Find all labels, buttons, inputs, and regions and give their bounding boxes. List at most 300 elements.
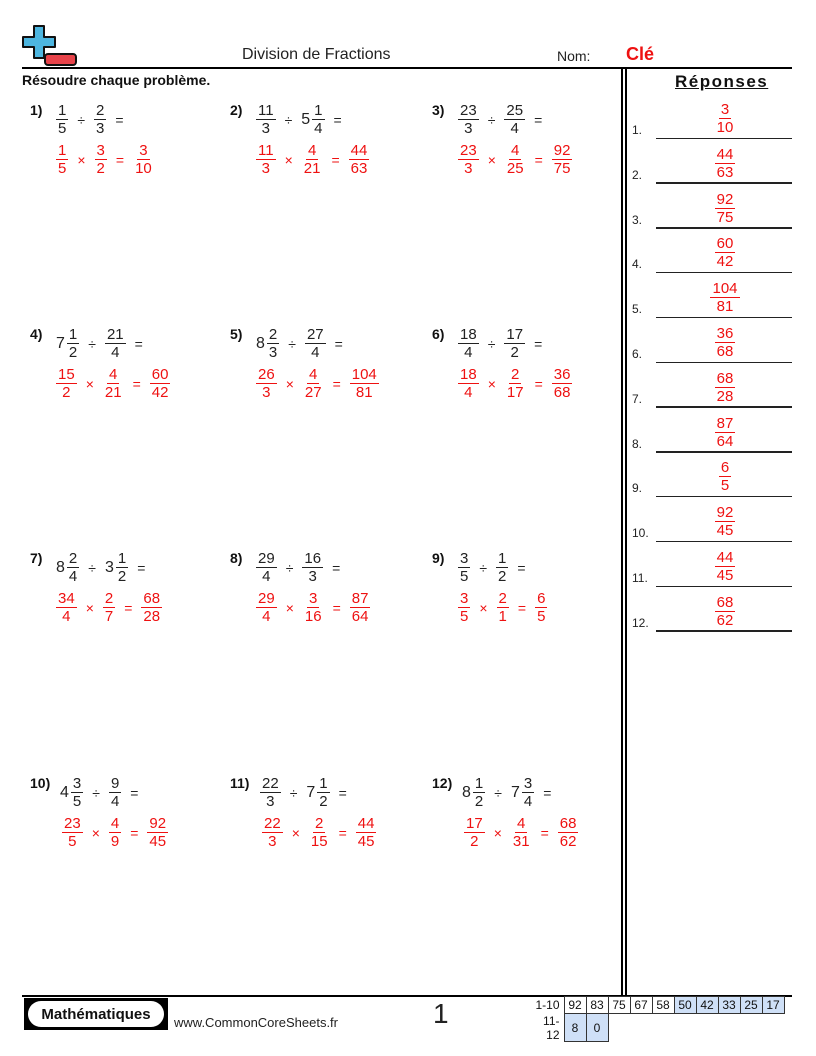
fraction-stack	[56, 142, 68, 177]
numerator: 3	[72, 775, 82, 792]
denominator: 3	[261, 120, 270, 137]
numerator: 68	[716, 593, 734, 611]
whole-number: 4	[60, 783, 69, 801]
numerator: 104	[712, 280, 738, 298]
numerator: 2	[96, 102, 105, 119]
numerator: 2	[315, 815, 324, 832]
fraction	[256, 366, 277, 401]
solution-expression	[62, 815, 168, 850]
fraction-stack	[458, 366, 479, 401]
numerator: 2	[104, 590, 114, 607]
answer-row	[632, 94, 792, 139]
divide-sign: ÷	[487, 335, 496, 352]
denominator: 2	[319, 793, 328, 810]
times-sign: ×	[77, 151, 86, 168]
denominator: 17	[506, 384, 524, 401]
fraction-stack	[458, 326, 479, 361]
fraction-stack	[719, 459, 731, 494]
answer-value	[690, 370, 760, 405]
whole-number: 8	[256, 334, 265, 352]
answer-number: 3.	[632, 212, 643, 227]
numerator: 2	[68, 550, 78, 567]
score-row	[530, 997, 784, 1014]
whole-number: 7	[56, 334, 65, 352]
fraction	[103, 366, 124, 401]
numerator: 60	[151, 366, 169, 383]
equals-sign: =	[137, 559, 146, 576]
denominator: 28	[716, 387, 734, 405]
fraction-stack	[302, 142, 323, 177]
numerator: 44	[716, 145, 734, 163]
instructions: Résoudre chaque problème.	[22, 72, 211, 88]
numerator: 23	[460, 142, 477, 159]
question-expression	[256, 326, 352, 361]
fraction	[62, 815, 83, 850]
fraction	[350, 590, 371, 625]
whole-number: 5	[301, 110, 311, 128]
divide-sign: ÷	[487, 111, 496, 128]
fraction-stack	[552, 366, 573, 401]
solution-expression	[256, 366, 379, 401]
fraction-stack	[715, 325, 736, 360]
numerator: 29	[258, 550, 275, 567]
answer-value	[690, 459, 760, 494]
problem-number: 12)	[432, 775, 453, 791]
fraction-stack	[303, 590, 324, 625]
fraction	[256, 590, 277, 625]
divide-sign: ÷	[88, 335, 96, 352]
fraction	[496, 550, 508, 585]
equals-sign: =	[534, 151, 543, 168]
fraction-stack	[109, 775, 121, 810]
solution-expression	[56, 366, 170, 401]
denominator: 3	[464, 120, 473, 137]
fraction	[558, 815, 579, 850]
fraction	[150, 366, 171, 401]
fraction-stack	[458, 142, 479, 177]
equals-sign: =	[338, 824, 347, 841]
denominator: 4	[262, 608, 271, 625]
equals-sign: =	[338, 784, 347, 801]
denominator: 62	[716, 611, 734, 629]
equals-sign: =	[333, 111, 342, 128]
score-cell: 17	[762, 997, 784, 1014]
numerator: 23	[460, 102, 477, 119]
score-cell: 83	[586, 997, 608, 1014]
denominator: 2	[96, 160, 105, 177]
fraction	[458, 102, 479, 137]
denominator: 2	[470, 833, 479, 850]
fraction	[306, 775, 329, 810]
score-cell: 50	[674, 997, 696, 1014]
denominator: 28	[143, 608, 161, 625]
answer-row	[632, 139, 792, 184]
numerator: 2	[268, 326, 278, 343]
numerator: 26	[258, 366, 275, 383]
fraction	[458, 590, 470, 625]
fraction	[309, 815, 330, 850]
fraction-stack	[350, 590, 371, 625]
answer-row	[632, 587, 792, 632]
page-number: 1	[433, 998, 449, 1029]
numerator: 29	[258, 590, 275, 607]
denominator: 63	[716, 163, 734, 181]
fraction-stack	[715, 235, 736, 270]
fraction	[350, 366, 379, 401]
fraction	[105, 326, 126, 361]
numerator: 92	[716, 504, 734, 522]
numerator: 22	[264, 815, 281, 832]
denominator: 64	[716, 432, 734, 450]
answer-number: 11.	[632, 571, 648, 585]
divide-sign: ÷	[77, 111, 86, 128]
answer-value	[690, 325, 760, 360]
denominator: 4	[464, 384, 473, 401]
answers-title: Réponses	[675, 72, 769, 91]
fraction-stack	[150, 366, 171, 401]
denominator: 5	[68, 833, 77, 850]
fraction-stack	[458, 102, 479, 137]
answer-number: 4.	[632, 257, 643, 272]
fraction-stack	[262, 815, 283, 850]
score-cell: 8	[564, 1014, 586, 1042]
question-expression	[458, 550, 535, 585]
numerator: 18	[460, 366, 477, 383]
answer-row	[632, 452, 792, 497]
fraction-stack	[497, 590, 509, 625]
numerator: 4	[110, 815, 120, 832]
denominator: 68	[716, 343, 734, 360]
numerator: 15	[58, 366, 75, 383]
numerator: 22	[262, 775, 279, 792]
denominator: 7	[104, 608, 114, 625]
fraction-stack	[95, 142, 107, 177]
equals-sign: =	[540, 824, 549, 841]
denominator: 75	[553, 160, 571, 177]
fraction	[301, 102, 324, 137]
fraction	[349, 142, 370, 177]
denominator: 5	[720, 477, 730, 495]
numerator: 18	[460, 326, 477, 343]
numerator: 16	[304, 550, 322, 567]
denominator: 3	[266, 793, 275, 810]
problem-number: 9)	[432, 550, 445, 566]
denominator: 16	[304, 608, 322, 625]
fraction	[56, 366, 77, 401]
denominator: 63	[350, 160, 368, 177]
equals-sign: =	[115, 151, 125, 168]
numerator: 36	[716, 325, 734, 342]
denominator: 45	[716, 567, 734, 584]
numerator: 27	[306, 326, 324, 343]
denominator: 4	[311, 344, 320, 361]
times-sign: ×	[493, 824, 502, 841]
site-url: www.CommonCoreSheets.fr	[174, 1015, 338, 1030]
name-label: Nom:	[557, 48, 591, 64]
fraction-stack	[56, 102, 68, 137]
fraction	[94, 102, 106, 137]
fraction-stack	[56, 366, 77, 401]
solution-expression	[458, 366, 572, 401]
problem-6	[432, 326, 632, 406]
solution-expression	[458, 590, 547, 625]
numerator: 9	[110, 775, 120, 792]
fraction	[511, 815, 532, 850]
solution-expression	[56, 590, 162, 625]
numerator: 4	[307, 142, 317, 159]
fraction-stack	[504, 326, 525, 361]
denominator: 4	[62, 608, 71, 625]
problem-8	[230, 550, 430, 630]
fraction-stack	[133, 142, 154, 177]
numerator: 25	[506, 102, 524, 119]
equals-sign: =	[534, 335, 543, 352]
answer-row	[632, 497, 792, 542]
numerator: 3	[523, 775, 533, 792]
fraction	[147, 815, 168, 850]
score-cell: 33	[718, 997, 740, 1014]
divide-sign: ÷	[479, 559, 488, 576]
question-expression	[56, 326, 152, 361]
numerator: 1	[68, 326, 78, 343]
fraction	[504, 326, 525, 361]
answer-value	[690, 504, 760, 539]
fraction-stack	[349, 142, 370, 177]
fraction	[462, 775, 485, 810]
equals-sign: =	[517, 599, 527, 616]
numerator: 1	[314, 102, 323, 119]
fraction-stack	[305, 326, 326, 361]
fraction-stack	[256, 142, 276, 177]
denominator: 5	[72, 793, 82, 810]
solution-expression	[56, 142, 154, 177]
whole-number: 8	[56, 558, 65, 576]
answer-number: 6.	[632, 347, 643, 361]
fraction-stack	[511, 815, 532, 850]
fraction-stack	[715, 101, 736, 136]
fraction-stack	[103, 366, 124, 401]
denominator: 45	[716, 522, 734, 540]
fraction	[260, 775, 281, 810]
whole-number: 3	[104, 558, 114, 576]
score-cell: 0	[586, 1014, 608, 1042]
numerator: 1	[474, 775, 484, 792]
denominator: 9	[110, 833, 120, 850]
times-sign: ×	[285, 375, 294, 392]
denominator: 5	[460, 568, 469, 585]
divide-sign: ÷	[92, 784, 100, 801]
fraction-stack	[464, 815, 485, 850]
problem-12	[432, 775, 632, 855]
solution-expression	[256, 142, 369, 177]
fraction-stack	[715, 370, 736, 405]
problem-number: 10)	[30, 775, 51, 791]
question-expression	[458, 102, 551, 137]
problem-number: 3)	[432, 102, 445, 118]
fraction-stack	[715, 146, 736, 181]
numerator: 87	[716, 414, 734, 432]
numerator: 23	[64, 815, 81, 832]
score-cell: 42	[696, 997, 718, 1014]
problem-number: 11)	[230, 775, 250, 791]
fraction	[458, 366, 479, 401]
numerator: 68	[559, 815, 577, 832]
numerator: 3	[720, 101, 730, 118]
fraction-stack	[71, 775, 83, 810]
fraction-stack	[710, 280, 739, 315]
score-range-label: 1-10	[535, 998, 560, 1012]
numerator: 4	[109, 366, 118, 383]
denominator: 4	[111, 344, 120, 361]
plus-minus-logo-icon	[22, 24, 78, 68]
problem-2	[230, 102, 430, 182]
question-expression	[462, 775, 560, 810]
divide-sign: ÷	[88, 559, 96, 576]
problem-number: 2)	[230, 102, 243, 118]
fraction	[505, 142, 526, 177]
times-sign: ×	[487, 375, 496, 392]
numerator: 1	[319, 775, 328, 792]
numerator: 34	[58, 590, 75, 607]
question-expression	[256, 102, 351, 137]
fraction	[56, 326, 79, 361]
solution-expression	[458, 142, 572, 177]
subject-badge: Mathématiques	[28, 1001, 164, 1027]
fraction-stack	[317, 775, 329, 810]
denominator: 3	[262, 384, 271, 401]
fraction	[95, 142, 107, 177]
answer-value	[690, 415, 760, 450]
fraction-stack	[309, 815, 330, 850]
fraction-stack	[260, 775, 281, 810]
denominator: 2	[117, 568, 127, 585]
score-table	[530, 996, 785, 1042]
answer-number: 7.	[632, 391, 643, 406]
denominator: 2	[62, 384, 71, 401]
answer-number: 12.	[632, 615, 649, 630]
fraction-stack	[473, 775, 485, 810]
equals-sign: =	[130, 824, 139, 841]
fraction-stack	[458, 550, 470, 585]
fraction-stack	[141, 590, 162, 625]
equals-sign: =	[332, 559, 341, 576]
answer-row	[632, 408, 792, 453]
solution-expression	[464, 815, 578, 850]
fraction	[552, 366, 573, 401]
fraction-stack	[256, 102, 276, 137]
column-divider-left	[621, 68, 623, 996]
fraction-stack	[715, 549, 736, 584]
numerator: 11	[258, 102, 274, 119]
denominator: 25	[506, 160, 524, 177]
denominator: 64	[351, 608, 369, 625]
fraction-stack	[312, 102, 324, 137]
denominator: 10	[716, 119, 734, 136]
equals-sign: =	[517, 559, 526, 576]
denominator: 42	[151, 384, 169, 401]
numerator: 1	[58, 102, 67, 119]
answer-row	[632, 318, 792, 363]
fraction	[504, 102, 525, 137]
fraction-stack	[458, 590, 470, 625]
divide-sign: ÷	[284, 111, 293, 128]
denominator: 5	[537, 608, 546, 625]
denominator: 4	[110, 793, 120, 810]
numerator: 3	[460, 590, 469, 607]
fraction-stack	[504, 102, 525, 137]
numerator: 3	[460, 550, 469, 567]
denominator: 2	[498, 568, 507, 585]
numerator: 2	[511, 366, 520, 383]
solution-expression	[256, 590, 370, 625]
fraction	[458, 550, 470, 585]
question-expression	[56, 102, 133, 137]
question-expression	[260, 775, 356, 810]
question-expression	[458, 326, 551, 361]
answer-number: 5.	[632, 302, 643, 317]
fraction-stack	[350, 366, 379, 401]
fraction	[552, 142, 573, 177]
denominator: 81	[355, 384, 373, 401]
fraction-stack	[267, 326, 279, 361]
numerator: 4	[511, 142, 520, 159]
fraction-stack	[302, 550, 323, 585]
numerator: 1	[58, 142, 67, 159]
problem-3	[432, 102, 632, 182]
answer-row	[632, 184, 792, 229]
divide-sign: ÷	[494, 784, 502, 801]
answer-value	[690, 280, 760, 315]
numerator: 6	[537, 590, 546, 607]
fraction-stack	[505, 366, 526, 401]
numerator: 44	[350, 142, 368, 159]
denominator: 15	[310, 833, 328, 850]
name-value: Clé	[626, 44, 655, 64]
denominator: 5	[460, 608, 469, 625]
problem-number: 1)	[30, 102, 43, 118]
header-divider	[22, 67, 792, 69]
divide-sign: ÷	[288, 335, 296, 352]
numerator: 2	[498, 590, 507, 607]
fraction	[141, 590, 162, 625]
fraction-stack	[303, 366, 324, 401]
answer-number: 10.	[632, 526, 649, 541]
numerator: 3	[96, 142, 105, 159]
problem-4	[30, 326, 230, 406]
denominator: 3	[261, 160, 270, 177]
answer-line	[656, 630, 792, 632]
equals-sign: =	[134, 335, 143, 352]
denominator: 81	[716, 298, 734, 316]
denominator: 3	[464, 160, 473, 177]
denominator: 10	[135, 160, 152, 177]
fraction	[303, 590, 324, 625]
column-divider-right	[625, 68, 627, 996]
denominator: 3	[268, 344, 278, 361]
fraction	[303, 366, 324, 401]
numerator: 92	[149, 815, 167, 832]
fraction-stack	[715, 594, 736, 629]
times-sign: ×	[85, 599, 94, 616]
question-expression	[256, 550, 349, 585]
fraction-stack	[356, 815, 377, 850]
times-sign: ×	[285, 599, 294, 616]
numerator: 92	[716, 190, 734, 208]
problem-10	[30, 775, 230, 855]
fraction	[103, 590, 115, 625]
numerator: 92	[553, 142, 571, 159]
fraction	[60, 775, 83, 810]
